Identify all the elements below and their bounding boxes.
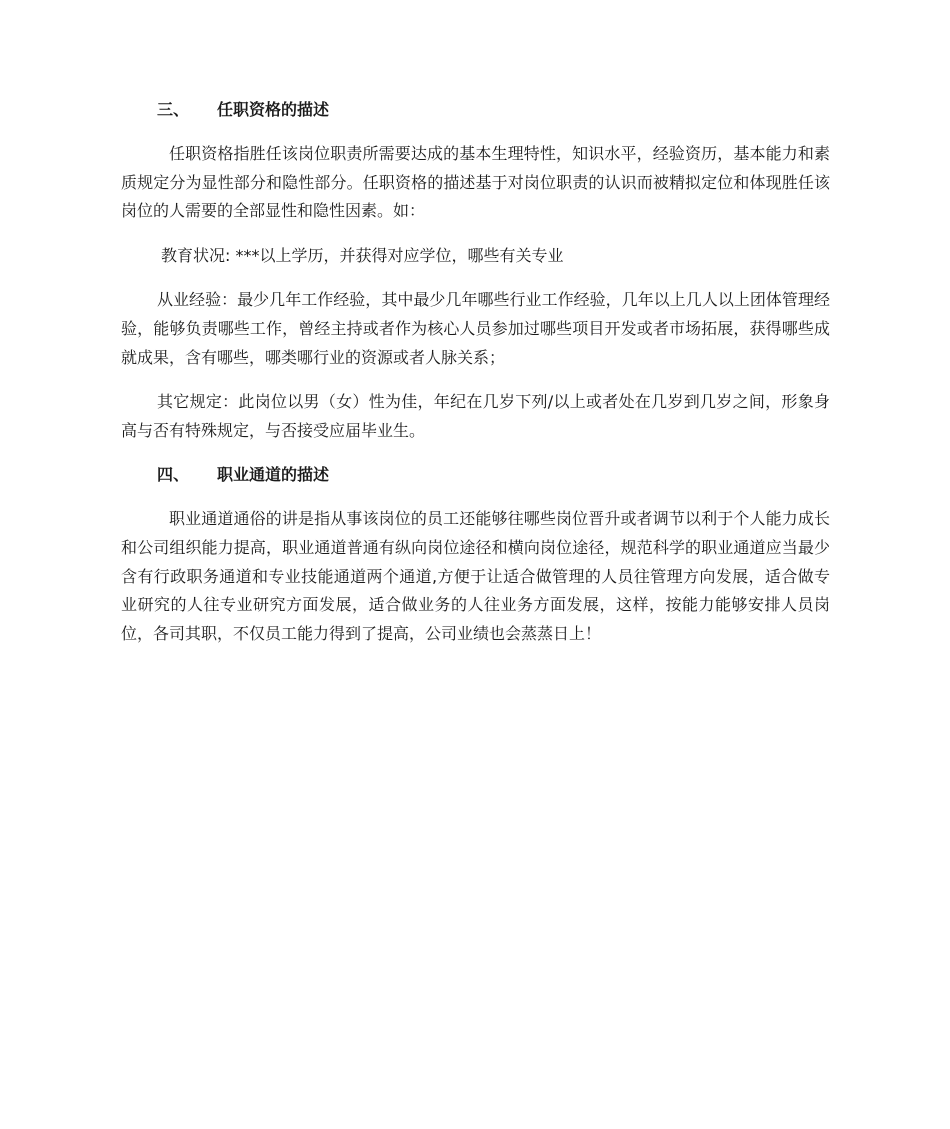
section-number: 四、	[157, 465, 190, 485]
section-heading-career-path	[121, 461, 830, 489]
section-title: 职业通道的描述	[217, 465, 330, 485]
qualifications-intro-paragraph: 任职资格指胜任该岗位职责所需要达成的基本生理特性，知识水平，经验资历，基本能力和素质规定分为显性部分和隐性部分。任职资格的描述基于对岗位职责的认识而被精拟定位和体现胜任该岗位的人需要的全部显性和隐性因素。如：	[121, 144, 830, 221]
section-number: 三、	[157, 100, 190, 119]
section-heading-qualifications	[121, 96, 830, 124]
other-requirements-paragraph: 其它规定：此岗位以男（女）性为佳，年纪在几岁下列/以上或者处在几岁到几岁之间，形象身高与否有特殊规定，与否接受应届毕业生。	[121, 392, 830, 440]
section-title: 任职资格的描述	[217, 100, 330, 119]
document-content	[121, 96, 830, 664]
career-path-paragraph: 职业通道通俗的讲是指从事该岗位的员工还能够往哪些岗位晋升或者调节以利于个人能力成长和公司组织能力提高，职业通道普通有纵向岗位途径和横向岗位途径，规范科学的职业通道应当最少含有行政职务通道和专业技能通道两个通道,方便于让适合做管理的人员往管理方向发展，适合做专业研究的人往专业研究方面发展，适合做业务的人往业务方面发展，这样，按能力能够安排人员岗位，各司其职，不仅员工能力得到了提高，公司业绩也会蒸蒸日上！	[121, 509, 830, 643]
experience-paragraph: 从业经验：最少几年工作经验，其中最少几年哪些行业工作经验，几年以上几人以上团体管理经验，能够负责哪些工作，曾经主持或者作为核心人员参加过哪些项目开发或者市场拓展，获得哪些成就成果，含有哪些，哪类哪行业的资源或者人脉关系；	[121, 290, 830, 367]
education-paragraph: 教育状况: ***以上学历，并获得对应学位，哪些有关专业	[161, 245, 564, 265]
